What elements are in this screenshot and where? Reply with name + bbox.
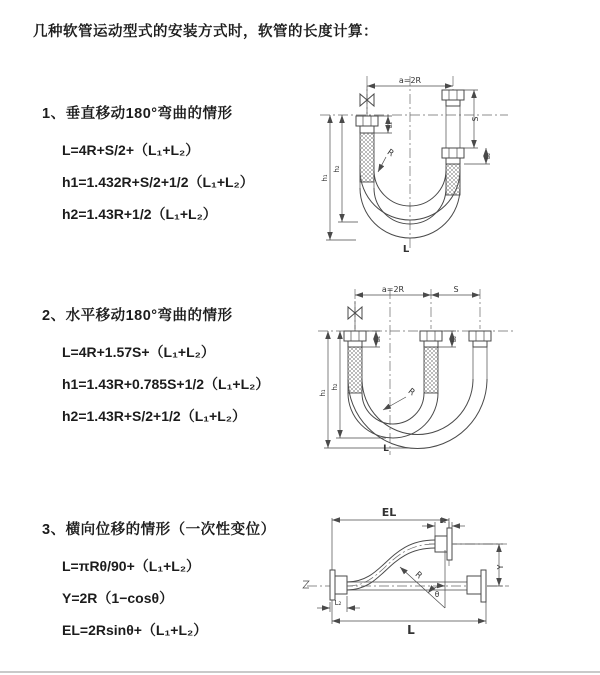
dim-label-radius: R — [405, 386, 417, 399]
formula-s2-length: L=4R+1.57S+（L₁+L₂） — [62, 344, 215, 360]
dim-label-h2: h₂ — [333, 165, 341, 173]
left-fitting — [356, 116, 378, 133]
valve-icon — [360, 86, 374, 116]
section-lateral-displacement — [42, 518, 276, 646]
dim-label-theta: θ — [434, 590, 440, 599]
formula-s2-h1: h1=1.43R+0.785S+1/2（L₁+L₂） — [62, 376, 270, 392]
page-bottom-rule — [0, 671, 600, 673]
formula-s3-y: Y=2R（1−cosθ） — [62, 590, 174, 606]
formula-s3-el: EL=2Rsinθ+（L₁+L₂） — [62, 622, 208, 638]
dim-label-s: S — [453, 285, 459, 294]
formula-s1-h2: h2=1.43R+1/2（L₁+L₂） — [62, 206, 217, 222]
dim-label-y: Y — [496, 564, 505, 570]
dim-label-el: EL — [381, 506, 397, 519]
formula-s1-h1: h1=1.432R+S/2+1/2（L₁+L₂） — [62, 174, 254, 190]
section-horizontal-180 — [42, 304, 269, 432]
dim-label-length: L — [383, 444, 389, 454]
dim-label-l2: L₂ — [484, 152, 492, 160]
dim-label-l1: L₁ — [386, 121, 394, 129]
braided-hose-left — [360, 133, 374, 182]
dim-label-s: S — [471, 116, 480, 122]
dim-label-l1: L₁ — [374, 335, 382, 343]
dim-label-l1: L₁ — [439, 517, 447, 525]
right-fitting-upper — [442, 90, 464, 148]
braided-hose-right — [446, 163, 460, 195]
section-vertical-180 — [42, 102, 254, 230]
diagram-vertical-180-bend — [312, 70, 584, 255]
valve-icon — [348, 301, 362, 331]
diagram-horizontal-180-bend — [310, 283, 590, 458]
dimensions — [319, 285, 480, 454]
formula-s1-length: L=4R+S/2+（L₁+L₂） — [62, 142, 200, 158]
dim-label-a2r: a=2R — [381, 285, 405, 294]
section-2-heading: 2、水平移动180°弯曲的情形 — [42, 308, 233, 324]
dim-label-length: L — [407, 623, 415, 637]
dim-label-l2: L₂ — [450, 335, 458, 343]
formula-s3-length: L=πRθ/90+（L₁+L₂） — [62, 558, 201, 574]
formula-s2-h2: h2=1.43R+S/2+1/2（L₁+L₂） — [62, 408, 246, 424]
dim-label-h2: h₂ — [331, 383, 339, 391]
dim-label-radius: R — [412, 569, 424, 582]
dim-label-length: L — [402, 244, 410, 255]
middle-fitting — [420, 331, 442, 347]
braided-hose-middle — [424, 347, 438, 393]
section-1-heading: 1、垂直移动180°弯曲的情形 — [42, 106, 233, 122]
angle-construction — [400, 550, 445, 608]
hose-u-bends — [348, 347, 487, 449]
dim-label-h1: h₁ — [319, 389, 327, 397]
dim-label-h1: h₁ — [321, 174, 329, 182]
right-fitting-lower — [442, 148, 464, 164]
left-flange — [330, 570, 347, 600]
page-title: 几种软管运动型式的安装方式时，软管的长度计算： — [33, 24, 378, 40]
dimensions — [321, 76, 492, 255]
right-flange-displaced — [435, 528, 452, 560]
braided-hose-left — [348, 347, 362, 393]
dimensions — [317, 506, 505, 637]
diagram-lateral-displacement — [293, 496, 598, 666]
section-3-heading: 3、横向位移的情形（一次性变位） — [42, 522, 276, 538]
dim-label-a2r: a=2R — [398, 76, 422, 85]
right-flange-original — [467, 570, 486, 602]
pipe-break-mark — [303, 581, 309, 588]
left-fitting — [344, 331, 366, 347]
dim-label-radius: R — [384, 147, 396, 160]
right-fitting — [469, 331, 491, 347]
dim-label-l2: L₂ — [334, 599, 342, 607]
